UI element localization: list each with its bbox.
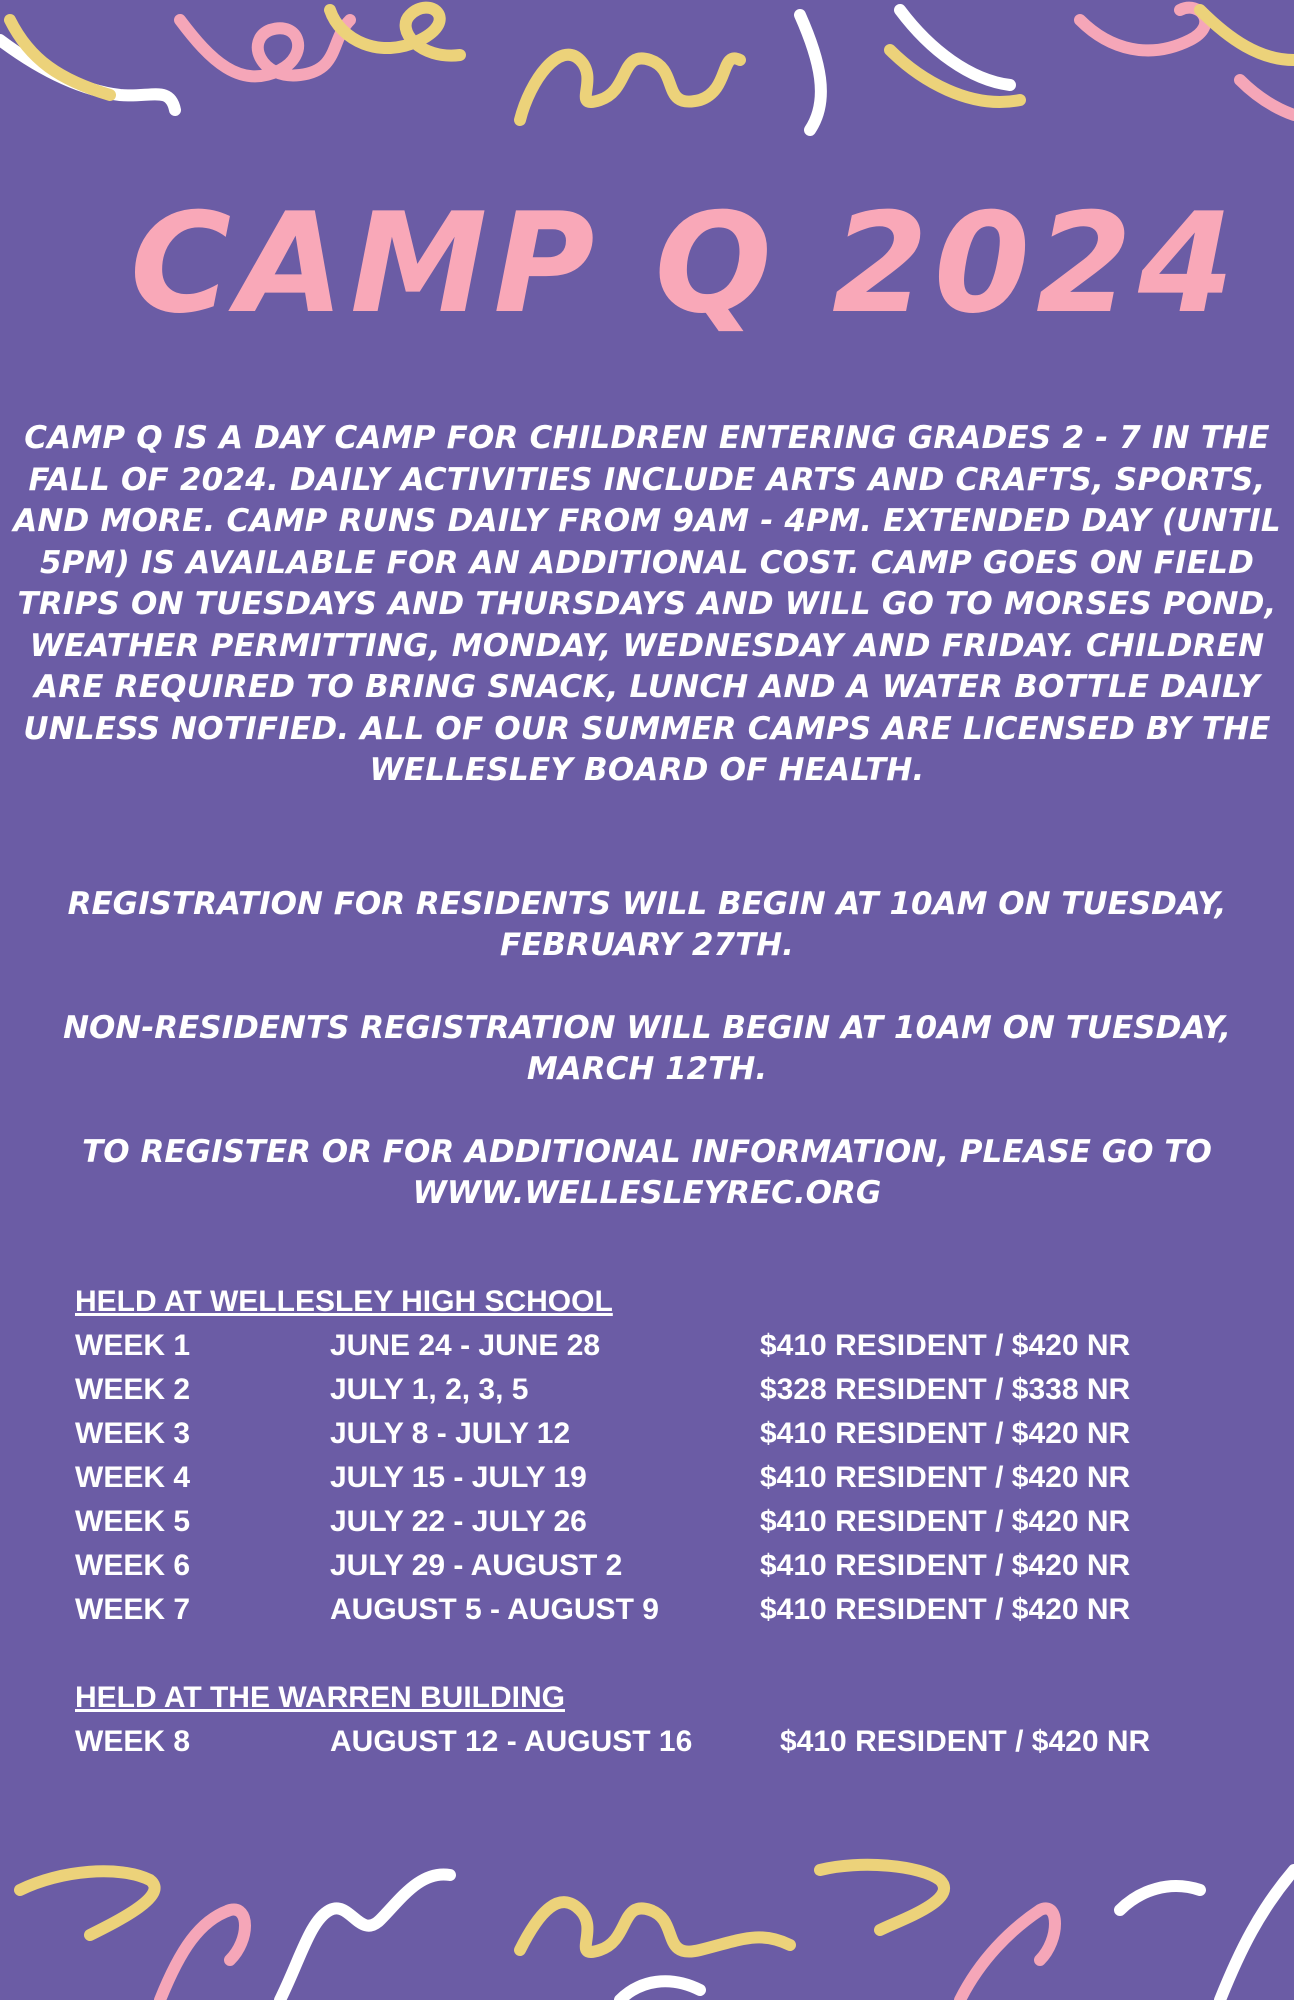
- schedule-row: [75, 1412, 1225, 1456]
- week-price: $410 RESIDENT / $420 NR: [760, 1549, 1131, 1582]
- high-school-schedule-heading: HELD AT WELLESLEY HIGH SCHOOL: [75, 1285, 613, 1318]
- week-label: WEEK 4: [75, 1461, 191, 1494]
- week-price: $328 RESIDENT / $338 NR: [760, 1373, 1131, 1406]
- week-price: $410 RESIDENT / $420 NR: [760, 1461, 1131, 1494]
- top-decorative-squiggles: [0, 0, 1294, 170]
- week-dates: AUGUST 12 - AUGUST 16: [330, 1725, 693, 1758]
- resident-registration-notice: REGISTRATION FOR RESIDENTS WILL BEGIN AT 10AM ON TUESDAY, FEBRUARY 27TH.: [67, 886, 1227, 963]
- week-label: WEEK 3: [75, 1417, 191, 1450]
- week-label: WEEK 2: [75, 1373, 191, 1406]
- week-dates: JULY 29 - AUGUST 2: [330, 1549, 623, 1582]
- schedule-row: [75, 1588, 1225, 1632]
- warren-building-schedule: [75, 1676, 1225, 1764]
- camp-description: CAMP Q IS A DAY CAMP FOR CHILDREN ENTERING GRADES 2 - 7 IN THE FALL OF 2024. DAILY ACTIVITIES INCLUDE ARTS AND CRAFTS, SPORTS, AND MORE. CAMP RUNS DAILY FROM 9AM - 4PM. EXTENDED DAY (UNTIL 5PM) IS AVAILABLE FOR AN ADDITIONAL COST. CAMP GOES ON FIELD TRIPS ON TUESDAYS AND THURSDAYS AND WILL GO TO MORSES POND, WEATHER PERMITTING, MONDAY, WEDNESDAY AND FRIDAY. CHILDREN ARE REQUIRED TO BRING SNACK, LUNCH AND A WATER BOTTLE DAILY UNLESS NOTIFIED. ALL OF OUR SUMMER CAMPS ARE LICENSED BY THE WELLESLEY BOARD OF HEALTH.: [13, 420, 1281, 788]
- schedule-row: [75, 1456, 1225, 1500]
- week-price: $410 RESIDENT / $420 NR: [760, 1505, 1131, 1538]
- week-price: $410 RESIDENT / $420 NR: [780, 1725, 1151, 1758]
- week-dates: JULY 15 - JULY 19: [330, 1461, 587, 1494]
- week-price: $410 RESIDENT / $420 NR: [760, 1417, 1131, 1450]
- schedule-row: [75, 1720, 1225, 1764]
- bottom-decorative-squiggles: [0, 1850, 1294, 2000]
- schedule-row: [75, 1324, 1225, 1368]
- week-price: $410 RESIDENT / $420 NR: [760, 1593, 1131, 1626]
- schedule-row: [75, 1368, 1225, 1412]
- registration-info-notice: TO REGISTER OR FOR ADDITIONAL INFORMATION, PLEASE GO TO WWW.WELLESLEYREC.ORG: [82, 1134, 1212, 1211]
- week-label: WEEK 8: [75, 1725, 191, 1758]
- schedule-row: [75, 1544, 1225, 1588]
- week-price: $410 RESIDENT / $420 NR: [760, 1329, 1131, 1362]
- week-label: WEEK 6: [75, 1549, 191, 1582]
- week-label: WEEK 5: [75, 1505, 191, 1538]
- week-label: WEEK 7: [75, 1593, 191, 1626]
- week-dates: JULY 1, 2, 3, 5: [330, 1373, 529, 1406]
- week-label: WEEK 1: [75, 1329, 191, 1362]
- week-dates: AUGUST 5 - AUGUST 9: [330, 1593, 659, 1626]
- non-resident-registration-notice: NON-RESIDENTS REGISTRATION WILL BEGIN AT 10AM ON TUESDAY, MARCH 12TH.: [63, 1010, 1231, 1087]
- warren-building-schedule-heading: HELD AT THE WARREN BUILDING: [75, 1681, 565, 1714]
- high-school-schedule: [75, 1280, 1225, 1632]
- week-dates: JULY 22 - JULY 26: [330, 1505, 587, 1538]
- week-dates: JULY 8 - JULY 12: [330, 1417, 571, 1450]
- schedule-row: [75, 1500, 1225, 1544]
- week-dates: JUNE 24 - JUNE 28: [330, 1329, 601, 1362]
- page-title: CAMP Q 2024: [130, 183, 1241, 344]
